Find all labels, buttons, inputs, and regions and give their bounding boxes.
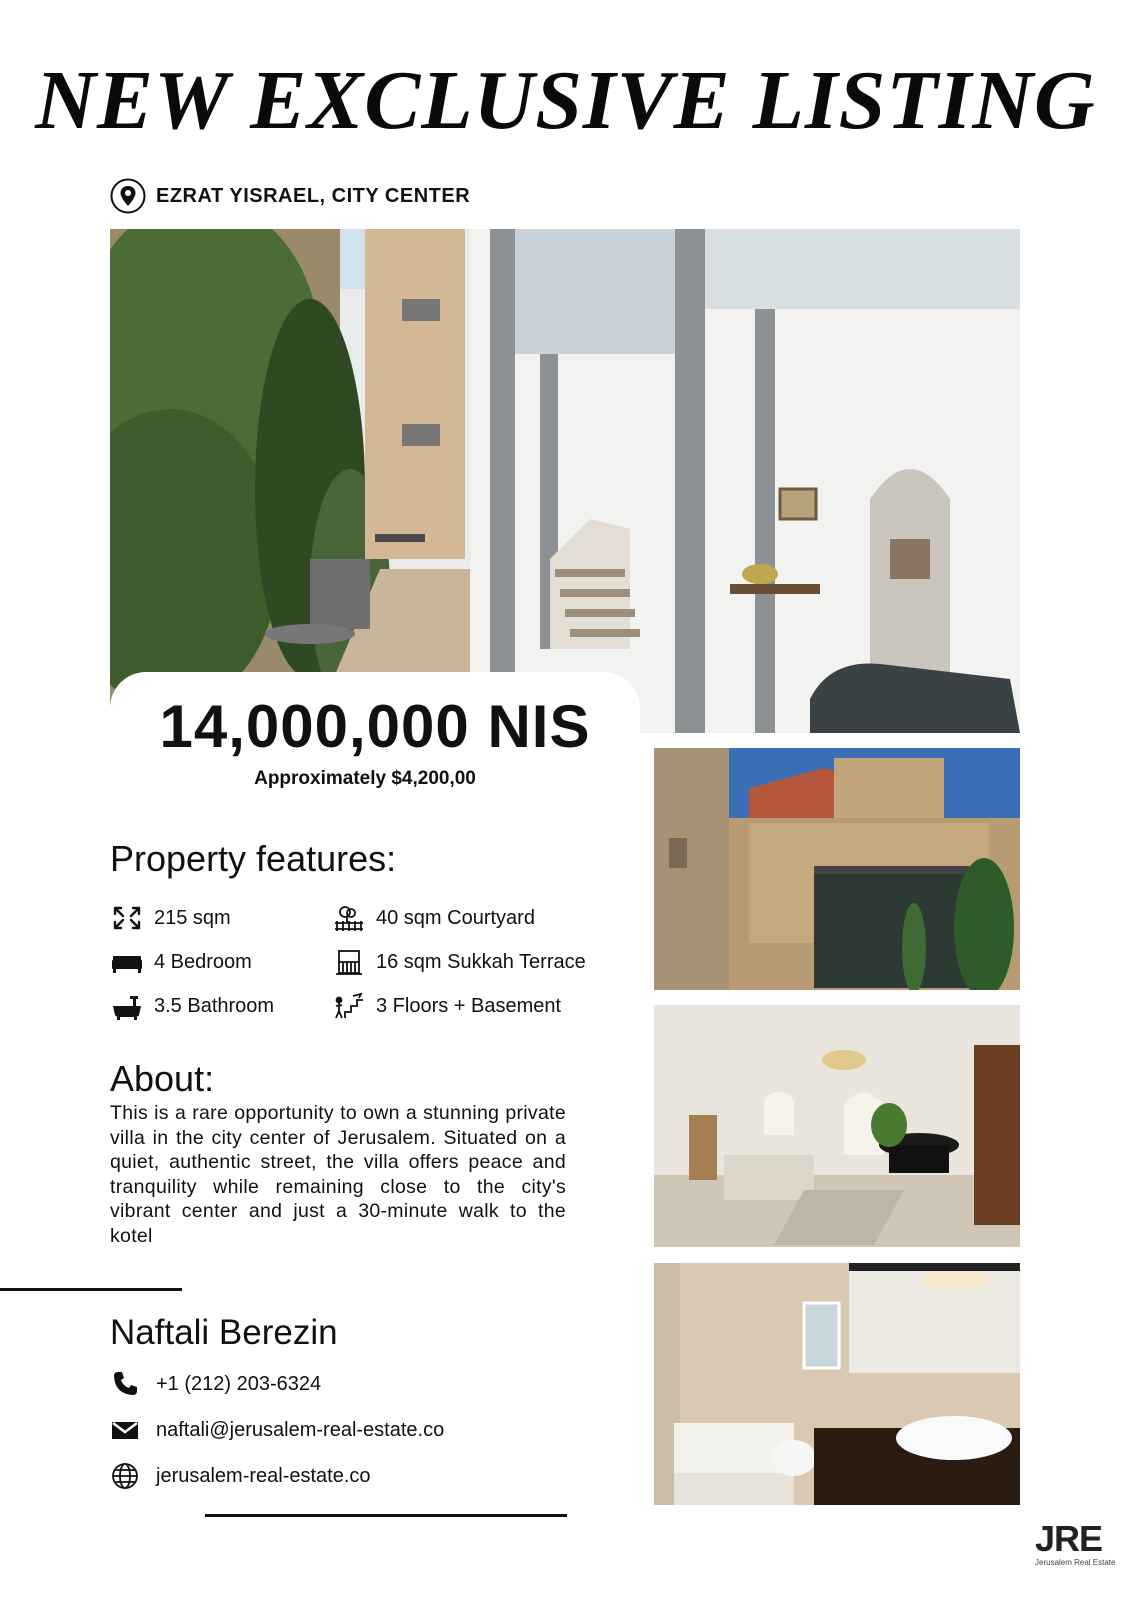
phone-icon xyxy=(110,1370,140,1398)
feature-floors xyxy=(332,991,561,1021)
feature-label: 3.5 Bathroom xyxy=(154,994,275,1017)
contact-phone xyxy=(110,1370,321,1398)
divider-bottom xyxy=(205,1514,567,1517)
bathtub-icon xyxy=(110,991,144,1021)
feature-label: 215 sqm xyxy=(154,906,231,929)
expand-arrows-icon xyxy=(110,903,144,933)
feature-label: 40 sqm Courtyard xyxy=(376,906,535,929)
tree-fence-icon xyxy=(332,903,366,933)
feature-terrace xyxy=(332,947,586,977)
features-title: Property features: xyxy=(110,838,397,879)
feature-label: 16 sqm Sukkah Terrace xyxy=(376,950,586,973)
bed-icon xyxy=(110,947,144,977)
location-text: EZRAT YISRAEL, CITY CENTER xyxy=(156,184,471,207)
contact-website xyxy=(110,1462,371,1490)
map-pin-icon xyxy=(110,178,146,214)
agent-name: Naftali Berezin xyxy=(110,1313,338,1352)
feature-label: 4 Bedroom xyxy=(154,950,252,973)
logo xyxy=(1035,1518,1116,1576)
location xyxy=(110,178,470,214)
price: 14,000,000 NIS xyxy=(159,693,591,760)
photo-living-room xyxy=(654,1005,1020,1247)
globe-icon xyxy=(110,1462,140,1490)
feature-label: 3 Floors + Basement xyxy=(376,994,562,1017)
hero-photo-courtyard xyxy=(110,229,1020,733)
about-text: This is a rare opportunity to own a stunning private villa in the city center of Jerusalem. Situated on a quiet, authentic street, the villa offers peace and tranquility while remaining close to the city's vibrant center and just a 30-minute walk to the kotel xyxy=(110,1102,566,1247)
photo-exterior xyxy=(654,748,1020,990)
email-link[interactable]: naftali@jerusalem-real-estate.co xyxy=(156,1418,445,1441)
logo-subtitle: Jerusalem Real Estate xyxy=(1035,1558,1116,1567)
about-title: About: xyxy=(110,1058,215,1099)
price-approx: Approximately $4,200,00 xyxy=(254,768,476,789)
envelope-icon xyxy=(110,1416,140,1444)
contact-email xyxy=(110,1416,444,1444)
website-link[interactable]: jerusalem-real-estate.co xyxy=(156,1464,371,1487)
phone-number[interactable]: +1 (212) 203-6324 xyxy=(156,1372,322,1395)
photo-bathroom xyxy=(654,1263,1020,1505)
feature-area xyxy=(110,903,231,933)
stairs-icon xyxy=(332,991,366,1021)
divider-left xyxy=(0,1288,182,1291)
feature-bedrooms xyxy=(110,947,252,977)
feature-courtyard xyxy=(332,903,535,933)
terrace-icon xyxy=(332,947,366,977)
logo-mark: JRE xyxy=(1035,1518,1103,1559)
headline: NEW EXCLUSIVE LISTING xyxy=(35,54,1096,147)
feature-bathrooms xyxy=(110,991,274,1021)
